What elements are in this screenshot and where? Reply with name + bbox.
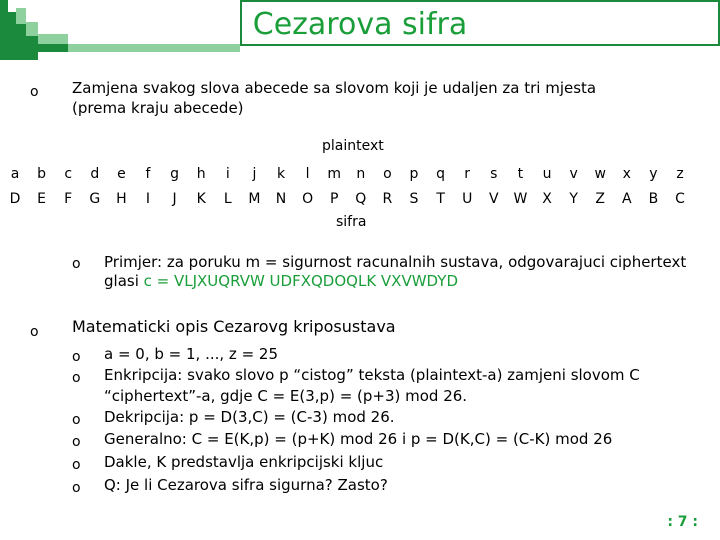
- plain-letter: q: [436, 166, 446, 182]
- plain-letter: o: [383, 166, 392, 182]
- bullet-icon: o: [72, 457, 81, 473]
- cipher-letter: O: [302, 191, 314, 207]
- plain-letter: g: [170, 166, 180, 182]
- cipher-letter: Y: [569, 191, 578, 207]
- cipher-letter: D: [9, 191, 21, 207]
- math-heading: Matematicki opis Cezarovg kriposustava: [72, 317, 396, 336]
- plain-letter: i: [225, 166, 230, 182]
- bullet-icon: o: [72, 256, 81, 272]
- plain-letter: p: [409, 166, 419, 182]
- bullet-icon: o: [72, 370, 81, 386]
- plain-letter: u: [542, 166, 552, 182]
- plain-letter: w: [594, 166, 606, 182]
- intro-line-2: (prema kraju abecede): [72, 99, 244, 117]
- plaintext-label: plaintext: [322, 138, 384, 154]
- slide-title: Cezarova sifra: [252, 7, 468, 42]
- cipher-letter: B: [648, 191, 659, 207]
- cipher-letter: E: [37, 191, 47, 207]
- example-line-1: Primjer: za poruku m = sigurnost racunalnih sustava, odgovarajuci ciphertext: [104, 253, 687, 271]
- cipher-letter: T: [436, 191, 445, 207]
- math-item-5: Dakle, K predstavlja enkripcijski kljuc: [104, 453, 384, 471]
- plain-letter: k: [276, 166, 286, 182]
- plain-letter: n: [356, 166, 366, 182]
- cipher-letter: H: [116, 191, 127, 207]
- cipher-letter: S: [409, 191, 419, 207]
- cipher-letter: Z: [595, 191, 605, 207]
- cipher-letter: L: [223, 191, 232, 207]
- cipher-letter: F: [64, 191, 73, 207]
- bullet-icon: o: [30, 324, 39, 340]
- plain-letter: x: [622, 166, 631, 182]
- cipher-letter: I: [145, 191, 151, 207]
- math-item-1: a = 0, b = 1, ..., z = 25: [104, 345, 278, 363]
- example-prefix: glasi: [104, 272, 144, 290]
- cipher-letter: U: [462, 191, 473, 207]
- cipher-letter: C: [675, 191, 685, 207]
- cipher-letter: V: [489, 191, 499, 207]
- bullet-icon: o: [72, 434, 81, 450]
- cipher-letter: R: [382, 191, 393, 207]
- plain-letter: m: [327, 166, 341, 182]
- plain-letter: v: [569, 166, 578, 182]
- bullet-icon: o: [72, 412, 81, 428]
- plain-letter: d: [90, 166, 100, 182]
- plain-letter: t: [517, 166, 524, 182]
- cipher-letter: P: [329, 191, 339, 207]
- math-item-4: Generalno: C = E(K,p) = (p+K) mod 26 i p = D(K,C) = (C-K) mod 26: [104, 430, 613, 448]
- math-item-3: Dekripcija: p = D(3,C) = (C-3) mod 26.: [104, 408, 395, 426]
- math-item-2: Enkripcija: svako slovo p “cistog” teksta (plaintext-a) zamjeni slovom C: [104, 366, 640, 384]
- bullet-icon: o: [30, 84, 39, 100]
- plain-letter: s: [490, 166, 498, 182]
- example-ciphertext: c = VLJXUQRVW UDFXQDOQLK VXVWDYD: [143, 272, 458, 290]
- cipher-letter: X: [542, 191, 552, 207]
- plain-letter: a: [10, 166, 20, 182]
- plain-letter: b: [37, 166, 47, 182]
- cipher-letter: K: [196, 191, 206, 207]
- cipher-letter: J: [172, 191, 177, 207]
- cipher-letter: A: [622, 191, 632, 207]
- bullet-icon: o: [72, 480, 81, 496]
- math-item-6: Q: Je li Cezarova sifra sigurna? Zasto?: [104, 476, 388, 494]
- plain-letter: l: [305, 166, 310, 182]
- plain-letter: e: [117, 166, 126, 182]
- plain-letter: r: [464, 166, 471, 182]
- cipher-letter: N: [275, 191, 287, 207]
- plain-letter: f: [145, 166, 151, 182]
- page-number: : 7 :: [667, 514, 698, 530]
- sifra-label: sifra: [336, 214, 367, 230]
- plain-letter: j: [252, 166, 257, 182]
- intro-line-1: Zamjena svakog slova abecede sa slovom koji je udaljen za tri mjesta: [72, 79, 597, 97]
- cipher-letter: Q: [355, 191, 367, 207]
- cipher-letter: G: [89, 191, 101, 207]
- plain-letter: y: [649, 166, 658, 182]
- cipher-letter: M: [248, 191, 261, 207]
- cipher-row: [0, 189, 720, 209]
- bullet-icon: o: [72, 349, 81, 365]
- plain-letter: c: [64, 166, 73, 182]
- math-item-2-continued: “ciphertext”-a, gdje C = E(3,p) = (p+3) mod 26.: [104, 387, 468, 405]
- plaintext-row: [0, 164, 720, 184]
- plain-letter: h: [196, 166, 206, 182]
- example-line-2: [104, 271, 458, 291]
- cipher-letter: W: [513, 191, 528, 207]
- plain-letter: z: [676, 166, 684, 182]
